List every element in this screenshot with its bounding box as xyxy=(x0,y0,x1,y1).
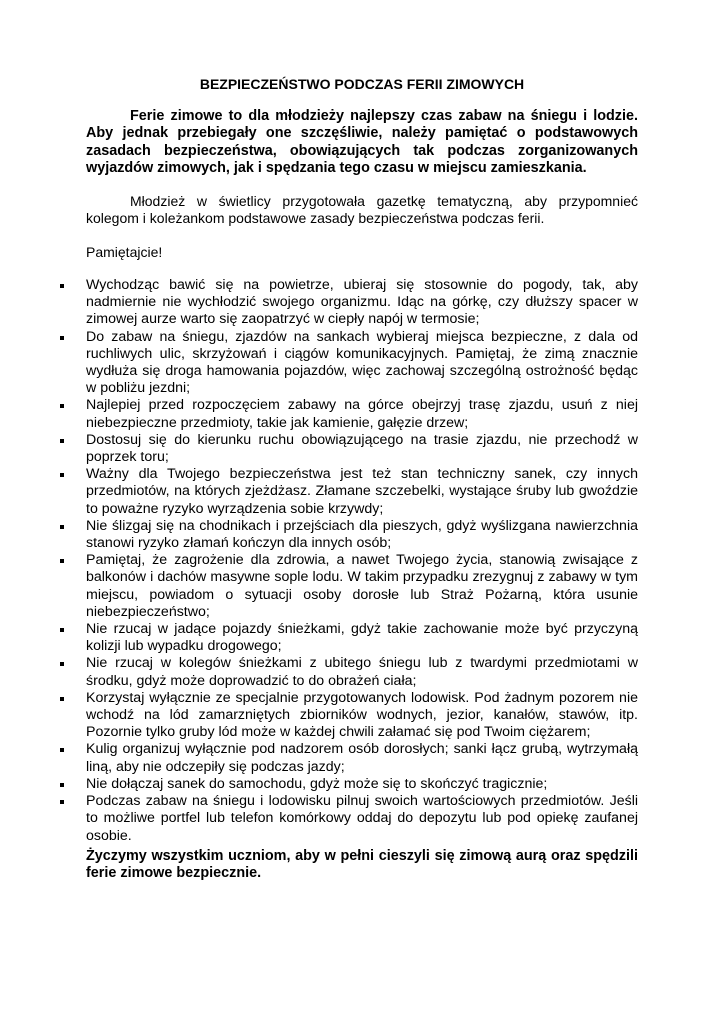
rule-text: Pamiętaj, że zagrożenie dla zdrowia, a nawet Twojego życia, stanowią zwisające z balkonów i dachów masywne sople lodu. W takim przypadku zrezygnuj z zabawy w tym miejscu, powiadom o sytuacji osoby dorosłe lub Straż Pożarną, która usunie niebezpieczeństwo; xyxy=(86,552,638,620)
bullet-icon xyxy=(60,284,64,288)
list-item xyxy=(86,690,638,742)
bullet-icon xyxy=(60,404,64,408)
rule-text: Nie rzucaj w jadące pojazdy śnieżkami, gdyż takie zachowanie może być przyczyną kolizji lub wypadku drogowego; xyxy=(86,621,638,655)
remember-heading: Pamiętajcie! xyxy=(86,244,163,260)
newsletter-paragraph: Młodzież w świetlicy przygotowała gazetkę tematyczną, aby przypomnieć kolegom i koleżankom podstawowe zasady bezpieczeństwa podczas ferii. xyxy=(86,193,638,227)
bullet-icon xyxy=(60,628,64,632)
rule-text: Korzystaj wyłącznie ze specjalnie przygotowanych lodowisk. Pod żadnym pozorem nie wchodź na lód zamarzniętych zbiorników wodnych, jezior, kanałów, stawów, itp. Pozornie tylko gruby lód może w każdej chwili załamać się pod Twoim ciężarem; xyxy=(86,689,638,741)
list-item xyxy=(86,741,638,775)
rule-text: Do zabaw na śniegu, zjazdów na sankach wybieraj miejsca bezpieczne, z dala od ruchliwych ulic, skrzyżowań i ciągów komunikacyjnych. Pamiętaj, że zimą znacznie wydłuża się droga hamowania pojazdów, więc zachowaj szczególną ostrożność będąc w pobliżu jezdni; xyxy=(86,328,638,397)
rule-text: Najlepiej przed rozpoczęciem zabawy na górce obejrzyj trasę zjazdu, usuń z niej niebezpieczne przedmioty, takie jak kamienie, gałęzie drzew; xyxy=(86,397,638,431)
list-item xyxy=(86,655,638,689)
list-item xyxy=(86,552,638,621)
intro-paragraph: Ferie zimowe to dla młodzieży najlepszy czas zabaw na śniegu i lodzie. Aby jednak przebiegały one szczęśliwie, należy pamiętać o podstawowych zasadach bezpieczeństwa, obowiązujących tak podczas zorganizowanych wyjazdów zimowych, jak i spędzania tego czasu w miejscu zamieszkania. xyxy=(86,108,638,176)
bullet-icon xyxy=(60,783,64,787)
list-item xyxy=(86,397,638,431)
bullet-icon xyxy=(60,336,64,340)
rule-text: Nie dołączaj sanek do samochodu, gdyż może się to skończyć tragicznie; xyxy=(86,775,548,792)
page-title: BEZPIECZEŃSTWO PODCZAS FERII ZIMOWYCH xyxy=(199,76,525,92)
rule-text: Kulig organizuj wyłącznie pod nadzorem osób dorosłych; sanki łącz grubą, wytrzymałą liną, aby nie odczepiły się podczas jazdy; xyxy=(86,741,638,775)
bullet-icon xyxy=(60,525,64,529)
rule-text: Nie ślizgaj się na chodnikach i przejściach dla pieszych, gdyż wyślizgana nawierzchnia stanowi ryzyko złamań kończyn dla innych osób; xyxy=(86,517,638,552)
bullet-icon xyxy=(60,748,64,752)
list-item xyxy=(86,776,638,793)
list-item xyxy=(86,518,638,552)
list-item xyxy=(86,466,638,518)
bullet-icon xyxy=(60,697,64,701)
bullet-icon xyxy=(60,559,64,563)
list-item xyxy=(86,621,638,655)
list-item xyxy=(86,793,638,845)
rule-text: Wychodząc bawić się na powietrze, ubieraj się stosownie do pogody, tak, aby nadmiernie nie wychłodzić swojego organizmu. Idąc na górkę, czy dłuższy spacer w zimowej aurze warto się zaopatrzyć w ciepły napój w termosie; xyxy=(86,277,638,328)
bullet-icon xyxy=(60,662,64,666)
rule-text: Podczas zabaw na śniegu i lodowisku pilnuj swoich wartościowych przedmiotów. Jeśli to możliwe portfel lub telefon komórkowy oddaj do depozytu lub pod opiekę zaufanej osobie. xyxy=(86,793,638,844)
bullet-icon xyxy=(60,439,64,443)
bullet-icon xyxy=(60,800,64,804)
closing-paragraph: Życzymy wszystkim uczniom, aby w pełni cieszyli się zimową aurą oraz spędzili ferie zimowe bezpiecznie. xyxy=(86,848,638,882)
safety-rules-list xyxy=(86,277,638,845)
list-item xyxy=(86,329,638,398)
list-item xyxy=(86,277,638,329)
rule-text: Dostosuj się do kierunku ruchu obowiązującego na trasie zjazdu, nie przechodź w poprzek toru; xyxy=(86,431,638,466)
rule-text: Ważny dla Twojego bezpieczeństwa jest też stan techniczny sanek, czy innych przedmiotów, na których zjeżdżasz. Złamane szczebelki, wystające śruby lub gwoździe to poważne ryzyko wyrządzenia sobie krzywdy; xyxy=(86,466,638,517)
list-item xyxy=(86,432,638,466)
bullet-icon xyxy=(60,473,64,477)
rule-text: Nie rzucaj w kolegów śnieżkami z ubitego śniegu lub z twardymi przedmiotami w środku, gdyż może doprowadzić to do obrażeń ciała; xyxy=(86,655,638,689)
